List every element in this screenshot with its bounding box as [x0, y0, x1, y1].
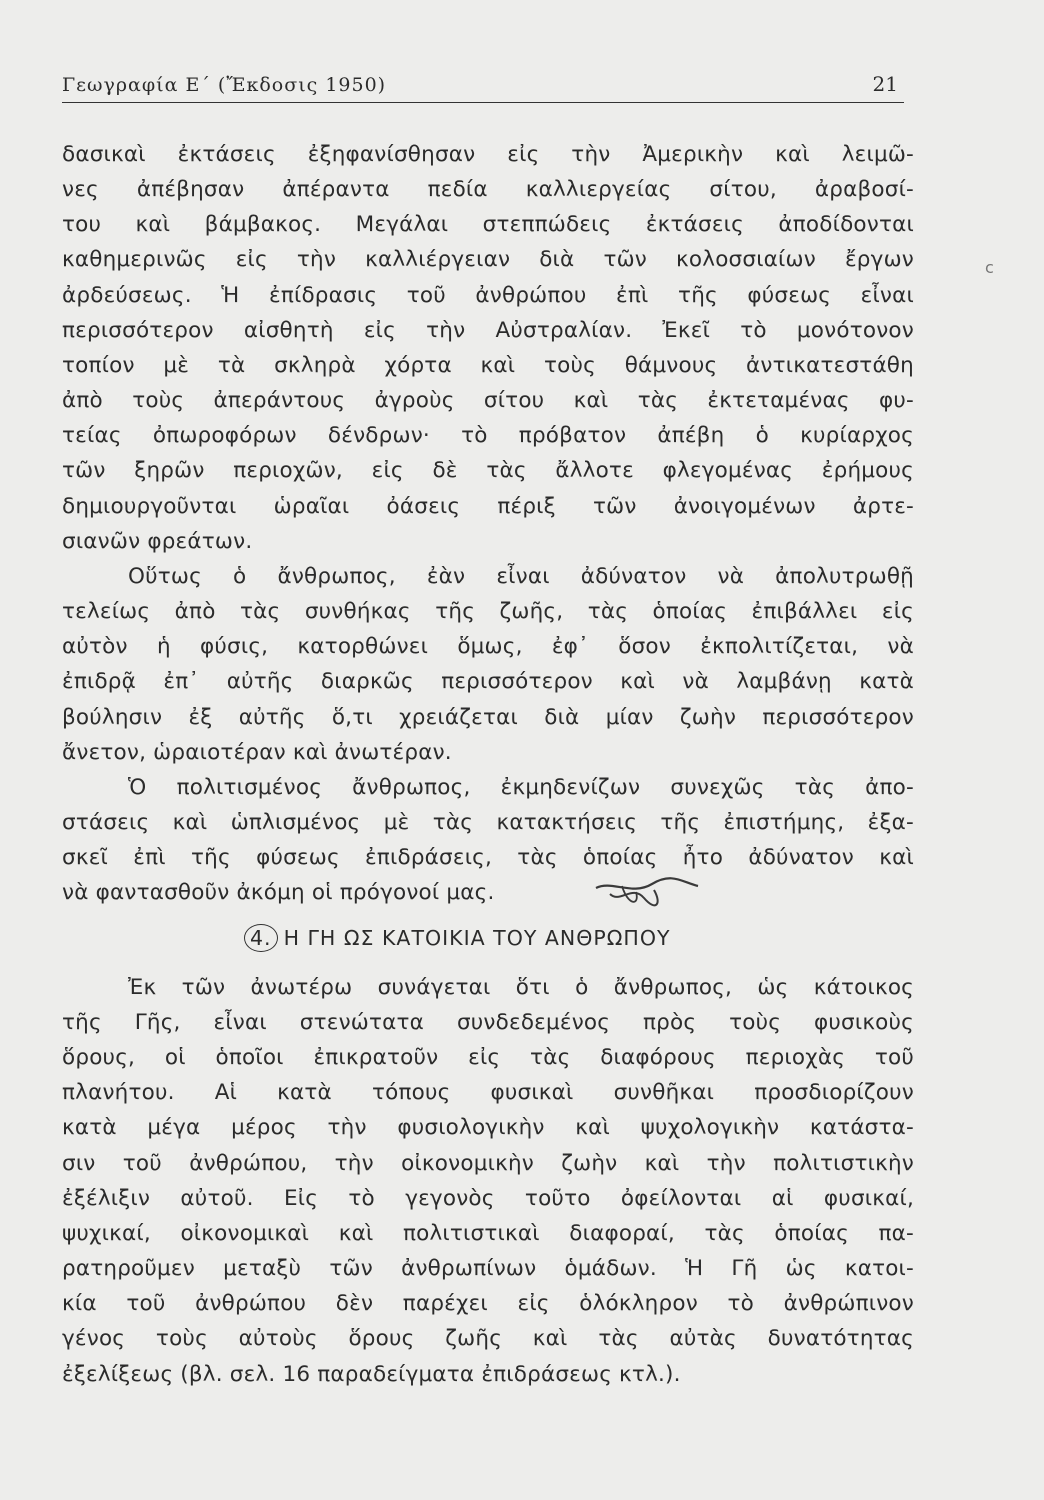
text-line: σιανῶν φρεάτων.	[62, 529, 253, 554]
text-line: Ὁ πολιτισμένος ἄνθρωπος, ἐκμηδενίζων συνεχῶς τὰς ἀπο-	[128, 775, 914, 800]
margin-mark: c	[985, 258, 994, 277]
pen-scribble	[592, 874, 702, 914]
text-line: Οὕτως ὁ ἄνθρωπος, ἐὰν εἶναι ἀδύνατον νὰ ἀπολυτρωθῇ	[128, 564, 914, 589]
text-line: περισσότερον αἰσθητὴ εἰς τὴν Αὐστραλίαν. Ἐκεῖ τὸ μονότονον	[62, 318, 914, 343]
text-line: νὰ φαντασθοῦν ἀκόμη οἱ πρόγονοί μας.	[62, 880, 495, 905]
section-title: Η ΓΗ ΩΣ ΚΑΤΟΙΚΙΑ ΤΟΥ ΑΝΘΡΩΠΟΥ	[283, 926, 671, 950]
text-line: σκεῖ ἐπὶ τῆς φύσεως ἐπιδράσεις, τὰς ὁποίας ἦτο ἀδύνατον καὶ	[62, 845, 914, 870]
page-header	[62, 70, 904, 103]
text-line: του καὶ βάμβακος. Μεγάλαι στεππώδεις ἐκτάσεις ἀποδίδονται	[62, 212, 914, 237]
text-line: ἀρδεύσεως. Ἡ ἐπίδρασις τοῦ ἀνθρώπου ἐπὶ τῆς φύσεως εἶναι	[62, 283, 914, 308]
text-line: γένος τοὺς αὐτοὺς ὅρους ζωῆς καὶ τὰς αὐτὰς δυνατότητας	[62, 1326, 914, 1351]
text-line: τῶν ξηρῶν περιοχῶν, εἰς δὲ τὰς ἄλλοτε φλεγομένας ἐρήμους	[62, 458, 914, 483]
section-heading	[244, 920, 670, 956]
text-line: τελείως ἀπὸ τὰς συνθήκας τῆς ζωῆς, τὰς ὁποίας ἐπιβάλλει εἰς	[62, 599, 914, 624]
text-line: βούλησιν ἐξ αὐτῆς ὅ,τι χρειάζεται διὰ μίαν ζωὴν περισσότερον	[62, 705, 914, 730]
text-line: δασικαὶ ἐκτάσεις ἐξηφανίσθησαν εἰς τὴν Ἀμερικὴν καὶ λειμῶ-	[62, 142, 914, 167]
text-line: ἄνετον, ὡραιοτέραν καὶ ἀνωτέραν.	[62, 740, 452, 765]
text-line: κατὰ μέγα μέρος τὴν φυσιολογικὴν καὶ ψυχολογικὴν κατάστα-	[62, 1115, 914, 1140]
section-number: 4.	[244, 924, 278, 952]
text-line: Ἐκ τῶν ἀνωτέρω συνάγεται ὅτι ὁ ἄνθρωπος, ὡς κάτοικος	[128, 975, 914, 1000]
text-line: δημιουργοῦνται ὡραῖαι ὀάσεις πέριξ τῶν ἀνοιγομένων ἀρτε-	[62, 494, 914, 519]
text-line: πλανήτου. Αἱ κατὰ τόπους φυσικαὶ συνθῆκαι προσδιορίζουν	[62, 1080, 914, 1105]
text-line: καθημερινῶς εἰς τὴν καλλιέργειαν διὰ τῶν κολοσσιαίων ἔργων	[62, 247, 914, 272]
text-line: τείας ὀπωροφόρων δένδρων· τὸ πρόβατον ἀπέβη ὁ κυρίαρχος	[62, 423, 914, 448]
text-line: τοπίον μὲ τὰ σκληρὰ χόρτα καὶ τοὺς θάμνους ἀντικατεστάθη	[62, 353, 914, 378]
text-line: ὅρους, οἱ ὁποῖοι ἐπικρατοῦν εἰς τὰς διαφόρους περιοχὰς τοῦ	[62, 1045, 914, 1070]
text-line: αὐτὸν ἡ φύσις, κατορθώνει ὅμως, ἐφ᾽ ὅσον ἐκπολιτίζεται, νὰ	[62, 634, 914, 659]
page-number: 21	[872, 72, 898, 96]
text-line: νες ἀπέβησαν ἀπέραντα πεδία καλλιεργείας σίτου, ἀραβοσί-	[62, 177, 914, 202]
text-line: ἐπιδρᾷ ἐπ᾽ αὐτῆς διαρκῶς περισσότερον καὶ νὰ λαμβάνῃ κατὰ	[62, 669, 914, 694]
text-line: ψυχικαί, οἰκονομικαὶ καὶ πολιτιστικαὶ διαφοραί, τὰς ὁποίας πα-	[62, 1221, 914, 1246]
text-line: ἐξελίξεως (βλ. σελ. 16 παραδείγματα ἐπιδράσεως κτλ.).	[62, 1362, 681, 1387]
text-line: στάσεις καὶ ὡπλισμένος μὲ τὰς κατακτήσεις τῆς ἐπιστήμης, ἐξα-	[62, 810, 914, 835]
text-line: τῆς Γῆς, εἶναι στενώτατα συνδεδεμένος πρὸς τοὺς φυσικοὺς	[62, 1010, 914, 1035]
header-title: Γεωγραφία Ε΄ (Ἔκδοσις 1950)	[62, 74, 387, 96]
text-line: κία τοῦ ἀνθρώπου δὲν παρέχει εἰς ὁλόκληρον τὸ ἀνθρώπινον	[62, 1291, 914, 1316]
text-line: ἀπὸ τοὺς ἀπεράντους ἀγροὺς σίτου καὶ τὰς ἐκτεταμένας φυ-	[62, 388, 914, 413]
text-line: ἐξέλιξιν αὐτοῦ. Εἰς τὸ γεγονὸς τοῦτο ὀφείλονται αἱ φυσικαί,	[62, 1186, 914, 1211]
text-line: σιν τοῦ ἀνθρώπου, τὴν οἰκονομικὴν ζωὴν καὶ τὴν πολιτιστικὴν	[62, 1151, 914, 1176]
text-line: ρατηροῦμεν μεταξὺ τῶν ἀνθρωπίνων ὁμάδων. Ἡ Γῆ ὡς κατοι-	[62, 1256, 914, 1281]
